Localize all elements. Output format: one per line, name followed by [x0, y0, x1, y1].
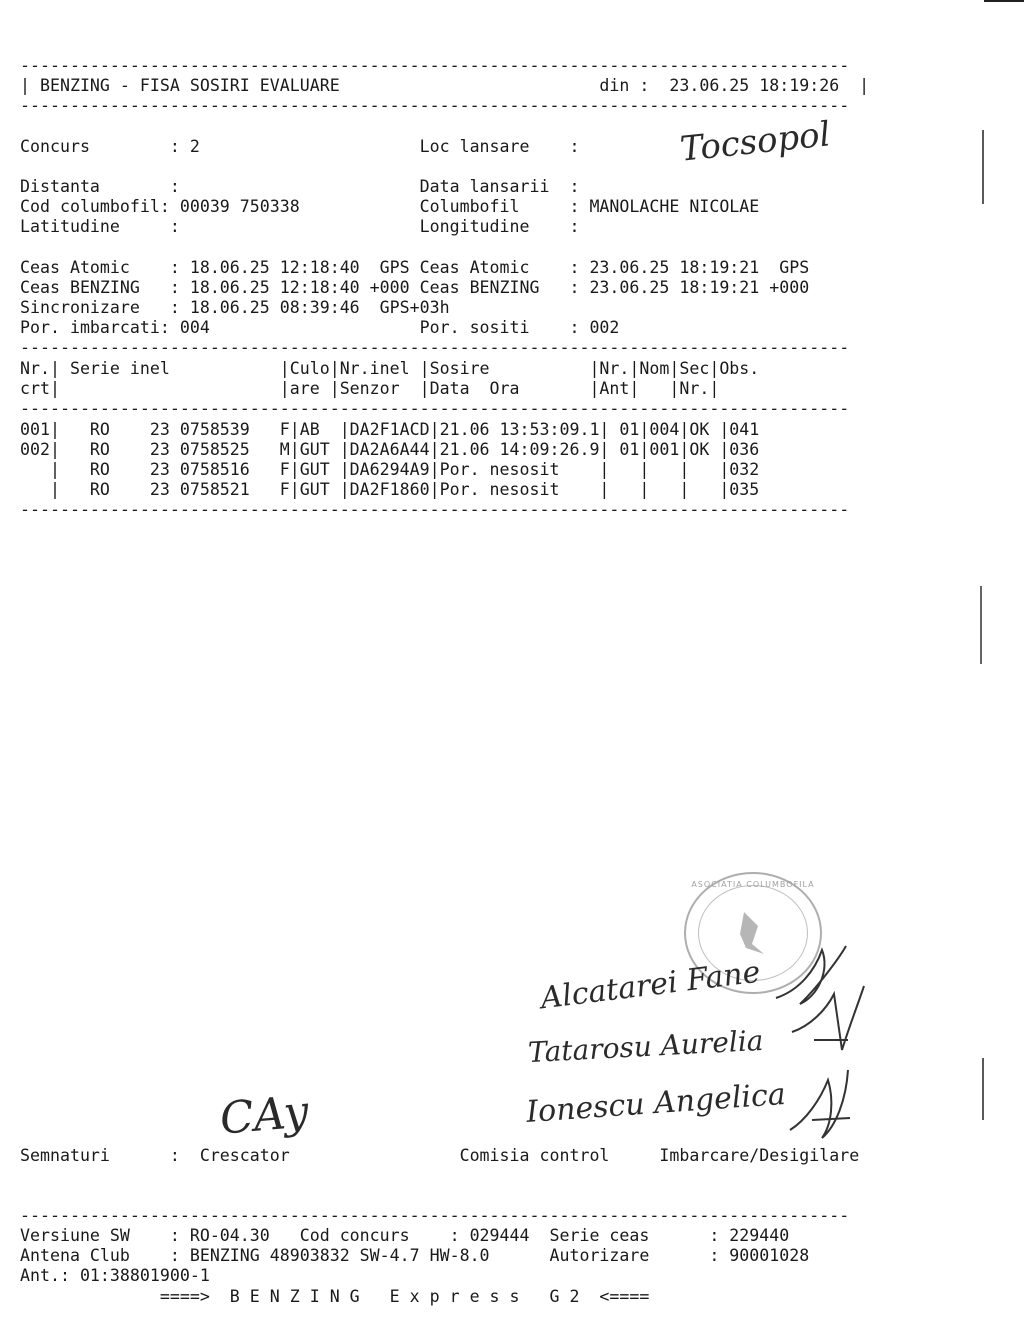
table-row: | RO 23 0758516 F|GUT |DA6294A9|Por. nesosit | | | |032 — [20, 460, 760, 479]
table-row: | RO 23 0758521 F|GUT |DA2F1860|Por. nesosit | | | |035 — [20, 480, 760, 499]
scan-artifact-edge — [982, 130, 984, 204]
scan-artifact-edge — [982, 1058, 984, 1120]
signatures-line: Semnaturi : Crescator Comisia control Imbarcare/Desigilare — [20, 1146, 860, 1165]
scan-artifact-top — [984, 0, 1024, 2]
loc-lansare-handwriting: Tocsopol — [678, 114, 833, 170]
comisia-signature-2: Tatarosu Aurelia — [527, 1023, 765, 1070]
ceas-benzing-line: Ceas BENZING : 18.06.25 12:18:40 +000 Ceas BENZING : 23.06.25 18:19:21 +000 — [20, 278, 810, 297]
table-rule-bottom: ----------------------------------------------------------------------------------- — [20, 500, 850, 519]
comisia-signature-1: Alcatarei Fane — [538, 954, 763, 1017]
antena-line: Antena Club : BENZING 48903832 SW-4.7 HW-8.0 Autorizare : 90001028 — [20, 1246, 810, 1265]
ant-line: Ant.: 01:38801900-1 — [20, 1266, 210, 1285]
crescator-signature: CAy — [217, 1086, 311, 1145]
table-header-2: crt| |are |Senzor |Data Ora |Ant| |Nr.| — [20, 379, 720, 398]
initial-scribble-3 — [790, 1070, 850, 1138]
initial-scribble-2 — [792, 986, 864, 1050]
border-bottom: ----------------------------------------------------------------------------------- — [20, 96, 850, 115]
cod-columbofil-line: Cod columbofil: 00039 750338 Columbofil : MANOLACHE NICOLAE — [20, 197, 760, 216]
porumbei-line: Por. imbarcati: 004 Por. sositi : 002 — [20, 318, 620, 337]
table-header-1: Nr.| Serie inel |Culo|Nr.inel |Sosire |Nr.|Nom|Sec|Obs. — [20, 359, 760, 378]
footer-rule: ----------------------------------------------------------------------------------- — [20, 1206, 850, 1225]
border-top: ----------------------------------------------------------------------------------- — [20, 56, 850, 75]
table-rule-mid: ----------------------------------------------------------------------------------- — [20, 399, 850, 418]
document-title: | BENZING - FISA SOSIRI EVALUARE din : 23.06.25 18:19:26 | — [20, 76, 870, 95]
concurs-line: Concurs : 2 Loc lansare : — [20, 137, 580, 156]
sincronizare-line: Sincronizare : 18.06.25 08:39:46 GPS+03h — [20, 298, 450, 317]
stamp-text: ASOCIATIA COLUMBOFILA — [691, 880, 815, 889]
table-rule-top: ----------------------------------------------------------------------------------- — [20, 338, 850, 357]
table-row: 001| RO 23 0758539 F|AB |DA2F1ACD|21.06 13:53:09.1| 01|004|OK |041 — [20, 420, 760, 439]
distanta-line: Distanta : Data lansarii : — [20, 177, 580, 196]
versiune-line: Versiune SW : RO-04.30 Cod concurs : 029444 Serie ceas : 229440 — [20, 1226, 790, 1245]
benzing-express-banner: ====> B E N Z I N G E x p r e s s G 2 <==== — [20, 1287, 650, 1306]
ceas-atomic-line: Ceas Atomic : 18.06.25 12:18:40 GPS Ceas Atomic : 23.06.25 18:19:21 GPS — [20, 258, 810, 277]
table-row: 002| RO 23 0758525 M|GUT |DA2A6A44|21.06 14:09:26.9| 01|001|OK |036 — [20, 440, 760, 459]
latitudine-line: Latitudine : Longitudine : — [20, 217, 580, 236]
comisia-signature-3: Ionescu Angelica — [525, 1076, 787, 1131]
scan-artifact-edge — [980, 586, 982, 664]
